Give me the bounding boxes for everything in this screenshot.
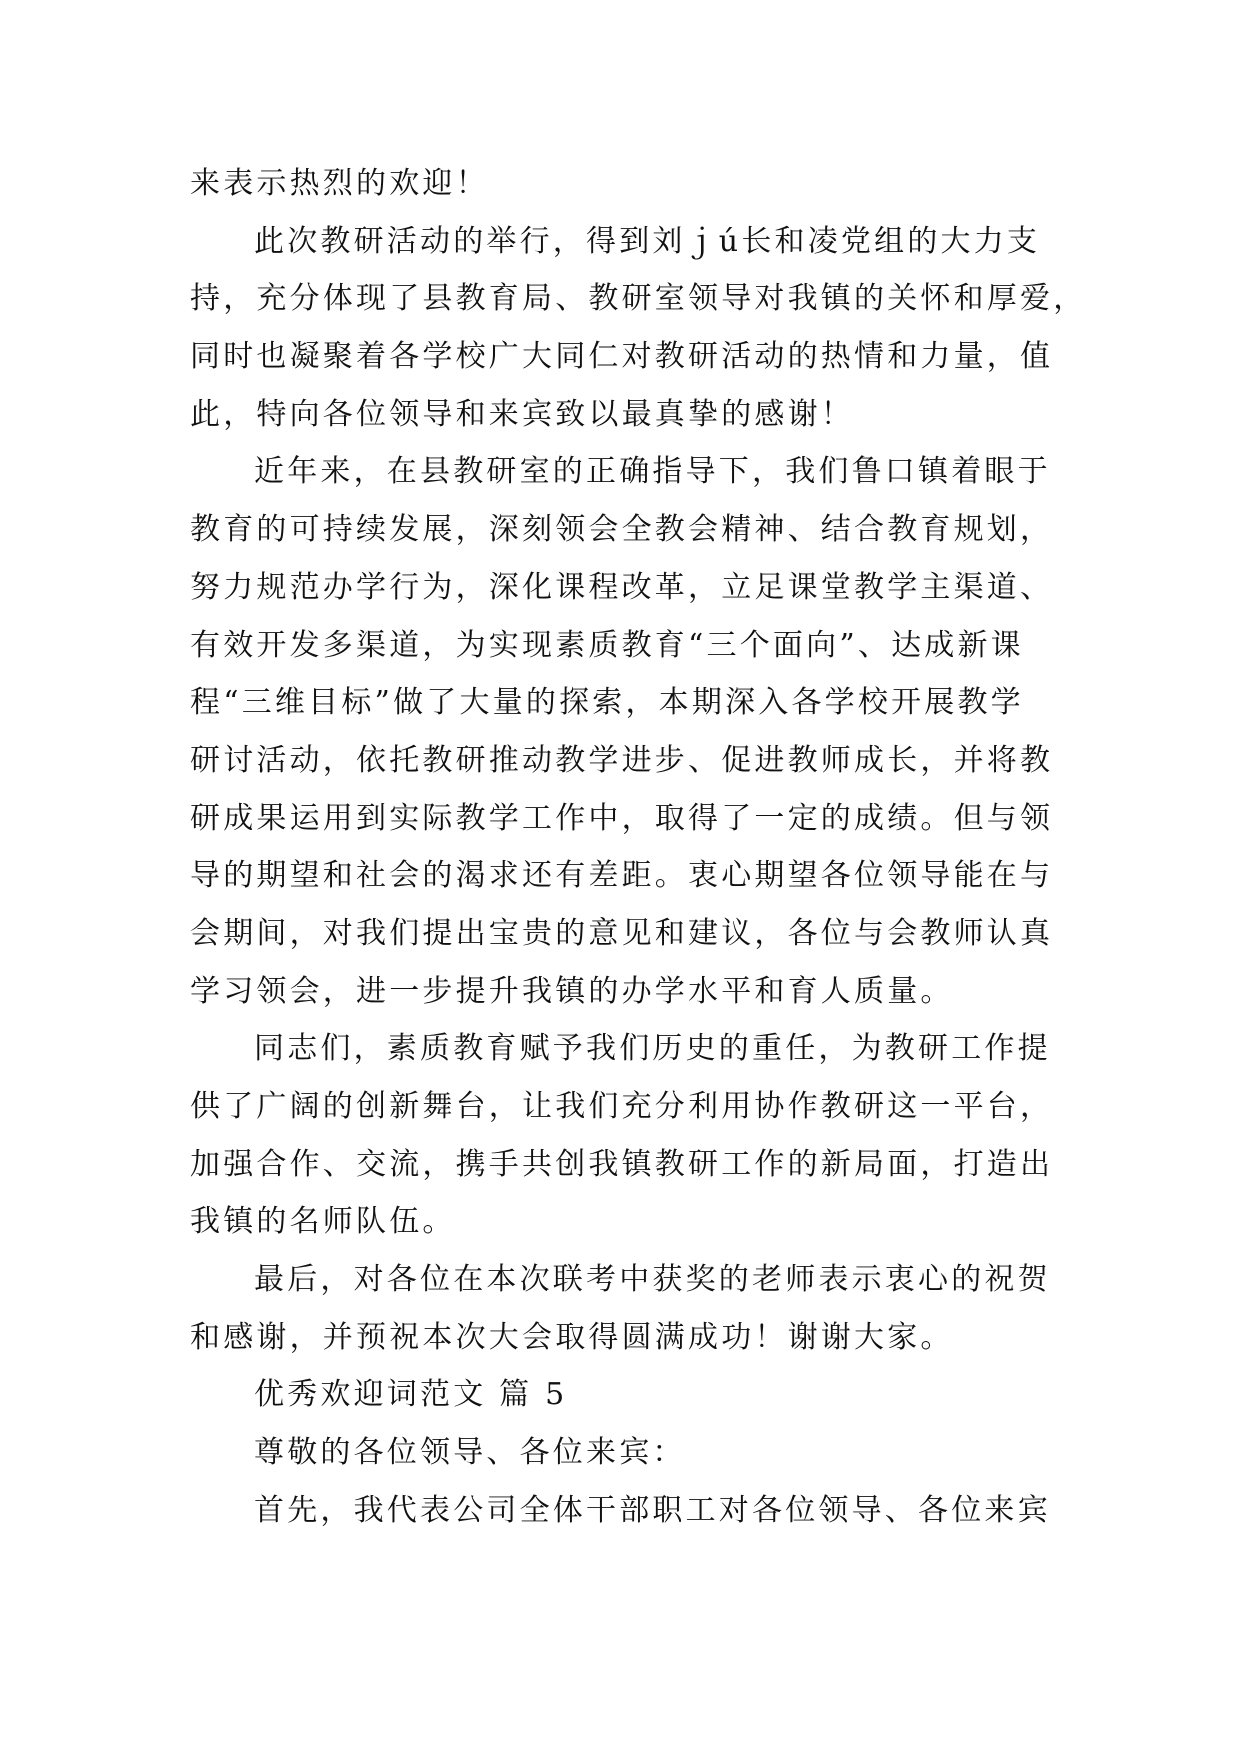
text-line: 研成果运用到实际教学工作中，取得了一定的成绩。但与领 [190, 800, 1054, 836]
text-line: 此次教研活动的举行，得到刘ｊú长和凌党组的大力支 [254, 223, 1041, 259]
text-line: 努力规范办学行为，深化课程改革，立足课堂教学主渠道、 [190, 569, 1054, 605]
text-line: 来表示热烈的欢迎！ [190, 166, 489, 201]
salutation: 尊敬的各位领导、各位来宾： [254, 1435, 686, 1471]
text-line: 研讨活动，依托教研推动教学进步、促进教师成长，并将教 [190, 742, 1054, 778]
text-line: 供了广阔的创新舞台，让我们充分利用协作教研这一平台， [190, 1089, 1054, 1124]
text-line: 会期间，对我们提出宝贵的意见和建议，各位与会教师认真 [190, 915, 1054, 951]
document-page [190, 155, 1087, 1540]
text-line: 学习领会，进一步提升我镇的办学水平和育人质量。 [190, 973, 954, 1009]
text-line: 加强合作、交流，携手共创我镇教研工作的新局面，打造出 [190, 1146, 1054, 1182]
text-line: 持，充分体现了县教育局、教研室领导对我镇的关怀和厚爱， [190, 281, 1087, 317]
text-line: 我镇的名师队伍。 [190, 1204, 456, 1240]
text-line: 教育的可持续发展，深刻领会全教会精神、结合教育规划， [190, 512, 1054, 548]
text-line: 近年来，在县教研室的正确指导下，我们鲁口镇着眼于 [254, 454, 1051, 490]
text-line: 有效开发多渠道，为实现素质教育“三个面向”、达成新课 [190, 627, 1024, 663]
section-heading: 优秀欢迎词范文 篇 5 [254, 1377, 568, 1413]
text-line: 最后，对各位在本次联考中获奖的老师表示衷心的祝贺 [254, 1262, 1051, 1298]
text-line: 同时也凝聚着各学校广大同仁对教研活动的热情和力量，值 [190, 339, 1054, 375]
text-line: 导的期望和社会的渴求还有差距。衷心期望各位领导能在与 [190, 858, 1054, 894]
text-line: 程“三维目标”做了大量的探索，本期深入各学校开展教学 [190, 685, 1024, 721]
text-line: 此，特向各位领导和来宾致以最真挚的感谢！ [190, 396, 854, 432]
text-line: 同志们，素质教育赋予我们历史的重任，为教研工作提 [254, 1031, 1051, 1067]
text-line: 和感谢，并预祝本次大会取得圆满成功！谢谢大家。 [190, 1319, 954, 1355]
text-line: 首先，我代表公司全体干部职工对各位领导、各位来宾 [254, 1492, 1051, 1528]
